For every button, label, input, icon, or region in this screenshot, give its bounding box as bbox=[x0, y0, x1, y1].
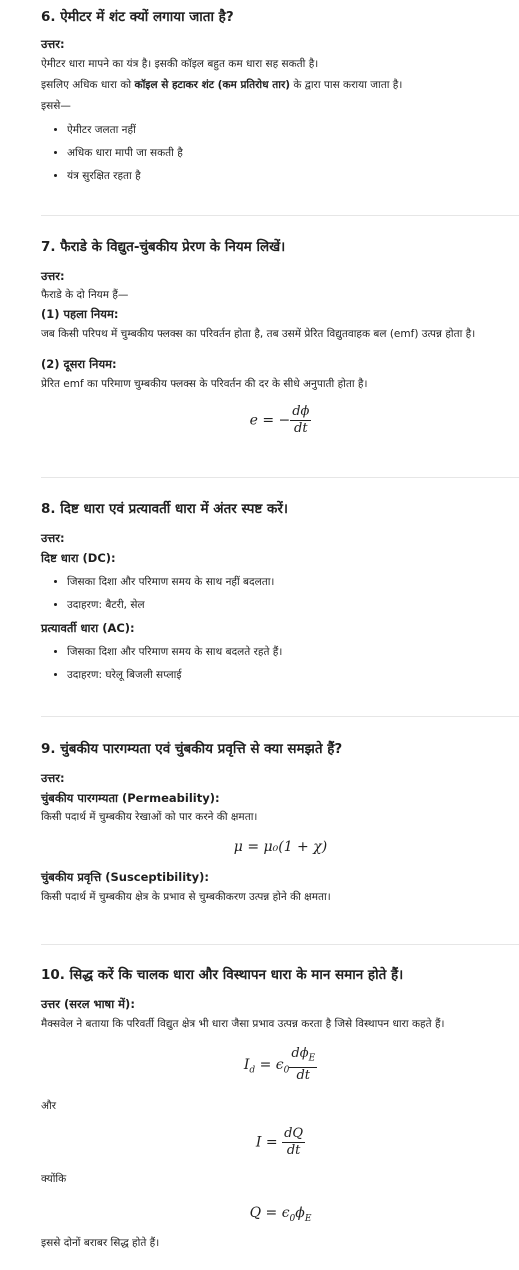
answer-text: ऐमीटर धारा मापने का यंत्र है। इसकी कॉइल बहुत कम धारा सह सकती है। bbox=[41, 58, 319, 70]
answer-label: उत्तर: bbox=[41, 37, 65, 51]
susceptibility-label: चुंबकीय प्रवृत्ति (Susceptibility): bbox=[41, 870, 209, 884]
law-1-text: जब किसी परिपथ में चुम्बकीय फ्लक्स का परिवर्तन होता है, तब उसमें प्रेरित विद्युतवाहक बल (emf) उत्पन्न होता है। bbox=[41, 328, 476, 340]
subscript: E bbox=[304, 1213, 312, 1224]
law-2-label: (2) दूसरा नियम: bbox=[41, 357, 117, 371]
permeability-text: किसी पदार्थ में चुम्बकीय रेखाओं को पार करने की क्षमता। bbox=[41, 811, 258, 823]
answer-text bbox=[41, 77, 402, 93]
fraction bbox=[289, 1046, 317, 1084]
subscript: E bbox=[308, 1053, 316, 1064]
answer-label: उत्तर (सरल भाषा में): bbox=[41, 997, 135, 1011]
answer-label: उत्तर: bbox=[41, 531, 65, 545]
answer-label: उत्तर: bbox=[41, 771, 65, 785]
list-item: • जिसका दिशा और परिमाण समय के साथ नहीं बदलता। bbox=[67, 574, 288, 590]
divider bbox=[41, 215, 519, 216]
bullet-list bbox=[41, 644, 288, 683]
subscript: d bbox=[249, 1065, 256, 1076]
ac-label: प्रत्यावर्ती धारा (AC): bbox=[41, 621, 135, 635]
subscript: 0 bbox=[283, 1065, 290, 1076]
answer-text: फैराडे के दो नियम हैं— bbox=[41, 289, 129, 301]
answer-text: क्योंकि bbox=[41, 1172, 67, 1185]
question-10-title: 10. सिद्ध करें कि चालक धारा और विस्थापन धारा के मान समान होते हैं। bbox=[41, 967, 404, 983]
list-item: • जिसका दिशा और परिमाण समय के साथ बदलते रहते हैं। bbox=[67, 644, 288, 660]
answer-text: और bbox=[41, 1099, 57, 1112]
law-2-text: प्रेरित emf का परिमाण चुम्बकीय फ्लक्स के परिवर्तन की दर के सीधे अनुपाती होता है। bbox=[41, 378, 368, 390]
equation-lhs: e = − bbox=[249, 412, 291, 429]
list-item: • उदाहरण: घरेलू बिजली सप्लाई bbox=[67, 667, 288, 683]
question-10-section bbox=[41, 966, 519, 1251]
bold-text: कॉइल से हटाकर शंट (कम प्रतिरोध तार) bbox=[134, 79, 291, 91]
answer-text: इससे— bbox=[41, 100, 71, 112]
question-7-title: 7. फैराडे के विद्युत-चुंबकीय प्रेरण के नियम लिखें। bbox=[41, 239, 286, 255]
denominator: dt bbox=[296, 1067, 311, 1083]
numerator: dQ bbox=[284, 1125, 304, 1141]
list-item: • ऐमीटर जलता नहीं bbox=[67, 122, 402, 138]
divider bbox=[41, 716, 519, 717]
question-6-title: 6. ऐमीटर में शंट क्यों लगाया जाता है? bbox=[41, 9, 234, 25]
question-9-section bbox=[41, 740, 519, 905]
text-run: के द्वारा पास कराया जाता है। bbox=[290, 79, 403, 91]
bullet-list bbox=[41, 122, 402, 184]
divider bbox=[41, 477, 519, 478]
denominator: dt bbox=[294, 421, 308, 436]
question-8-title: 8. दिष्ट धारा एवं प्रत्यावर्ती धारा में अंतर स्पष्ट करें। bbox=[41, 501, 289, 517]
equation-term: I bbox=[243, 1056, 250, 1073]
equation-term: ϕ bbox=[295, 1204, 305, 1221]
denominator: dt bbox=[286, 1142, 301, 1158]
charge-equation bbox=[21, 1205, 519, 1224]
equation-term: = ϵ bbox=[255, 1056, 284, 1073]
answer-label: उत्तर: bbox=[41, 269, 65, 283]
question-8-section bbox=[41, 500, 288, 690]
question-7-section bbox=[41, 238, 519, 437]
text-run: इसलिए अधिक धारा को bbox=[41, 79, 135, 91]
list-item: • यंत्र सुरक्षित रहता है bbox=[67, 168, 402, 184]
question-9-title: 9. चुंबकीय पारगम्यता एवं चुंबकीय प्रवृत्ति से क्या समझते हैं? bbox=[41, 741, 343, 757]
conduction-current-equation bbox=[21, 1126, 519, 1159]
equation-term: Q = ϵ bbox=[249, 1204, 290, 1221]
subscript: 0 bbox=[289, 1213, 296, 1224]
divider bbox=[41, 944, 519, 945]
bullet-list bbox=[41, 574, 288, 613]
displacement-current-equation bbox=[21, 1046, 519, 1084]
numerator bbox=[289, 1046, 317, 1068]
permeability-label: चुंबकीय पारगम्यता (Permeability): bbox=[41, 791, 220, 805]
faraday-equation bbox=[21, 404, 519, 437]
susceptibility-text: किसी पदार्थ में चुम्बकीय क्षेत्र के प्रभाव से चुम्बकीकरण उत्पन्न होने की क्षमता। bbox=[41, 891, 331, 903]
fraction bbox=[282, 1126, 305, 1159]
answer-text: मैक्सवेल ने बताया कि परिवर्ती विद्युत क्षेत्र भी धारा जैसा प्रभाव उत्पन्न करता है जिसे विस्थापन धारा कहते हैं। bbox=[41, 1018, 445, 1030]
law-1-label: (1) पहला नियम: bbox=[41, 307, 119, 321]
equation-term: dϕ bbox=[291, 1046, 309, 1061]
permeability-equation: μ = μ₀(1 + χ) bbox=[233, 839, 328, 855]
question-6-section bbox=[41, 8, 402, 191]
list-item: • अधिक धारा मापी जा सकती है bbox=[67, 145, 402, 161]
list-item: • उदाहरण: बैटरी, सेल bbox=[67, 597, 288, 613]
equation-lhs: I = bbox=[255, 1134, 283, 1151]
conclusion-text: इससे दोनों बराबर सिद्ध होते हैं। bbox=[41, 1237, 160, 1250]
dc-label: दिष्ट धारा (DC): bbox=[41, 551, 116, 565]
numerator: dϕ bbox=[292, 404, 310, 419]
fraction bbox=[290, 404, 311, 437]
